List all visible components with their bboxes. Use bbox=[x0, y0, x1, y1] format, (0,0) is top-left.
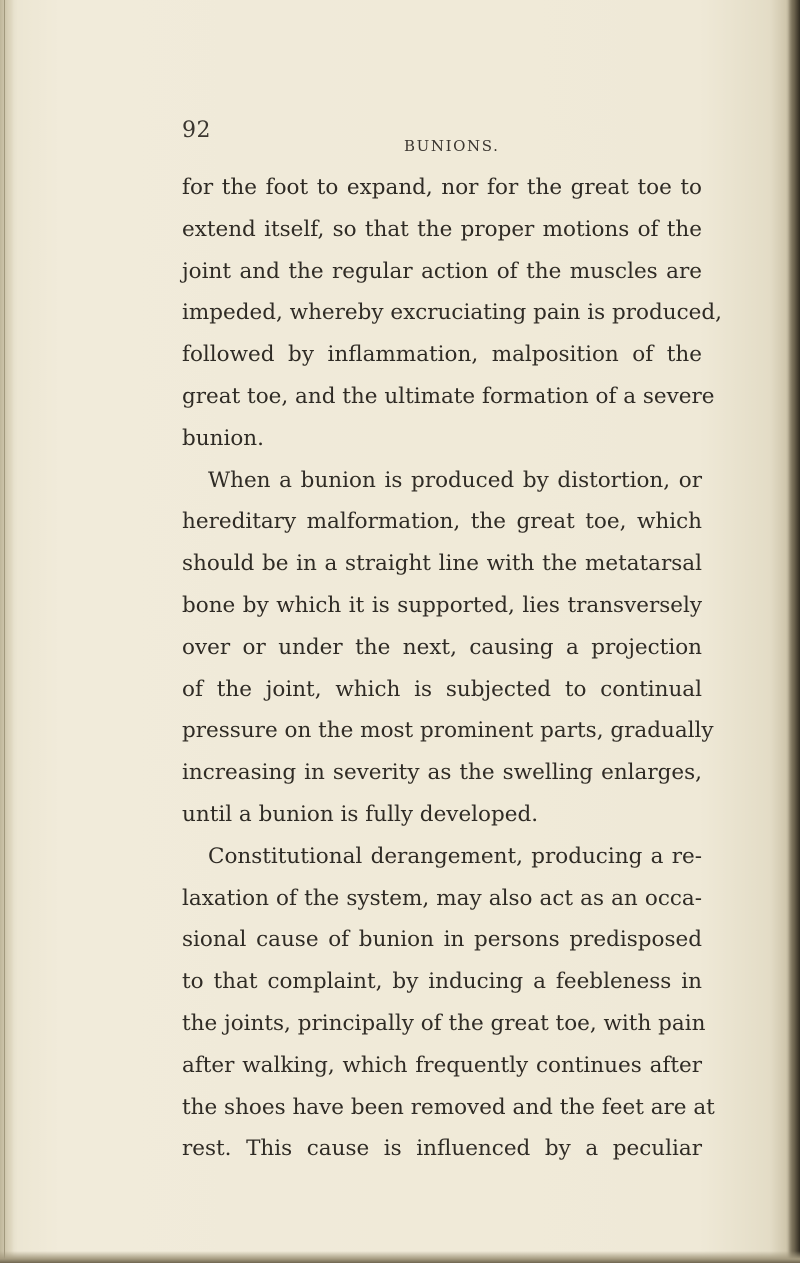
text-line: increasing in severity as the swelling enlarges, bbox=[182, 760, 702, 786]
text-line: to that complaint, by inducing a feebleness in bbox=[182, 969, 702, 995]
text-line: pressure on the most prominent parts, gradually bbox=[182, 718, 714, 744]
text-line: sional cause of bunion in persons predisposed bbox=[182, 927, 702, 953]
text-line: bunion. bbox=[182, 425, 264, 451]
text-line: rest. This cause is influenced by a peculiar bbox=[182, 1136, 702, 1162]
text-line: Constitutional derangement, producing a re- bbox=[208, 843, 702, 869]
right-edge-shadow bbox=[788, 0, 800, 1263]
text-line: until a bunion is fully developed. bbox=[182, 801, 539, 827]
text-line: the shoes have been removed and the feet are at bbox=[182, 1094, 715, 1120]
text-line: impeded, whereby excruciating pain is produced, bbox=[182, 300, 722, 326]
text-line: for the foot to expand, nor for the great toe to bbox=[182, 175, 702, 200]
running-head: BUNIONS. bbox=[404, 137, 500, 155]
text-line: hereditary malformation, the great toe, which bbox=[182, 509, 702, 535]
left-edge-line bbox=[4, 0, 5, 1263]
text-line: extend itself, so that the proper motions of the bbox=[182, 216, 702, 242]
text-line: joint and the regular action of the muscles are bbox=[182, 258, 702, 284]
page-number: 92 bbox=[182, 118, 211, 143]
text-line: followed by inflammation, malposition of the bbox=[182, 342, 702, 368]
text-line: great toe, and the ultimate formation of a severe bbox=[182, 383, 715, 409]
bottom-edge-shadow bbox=[0, 1251, 800, 1263]
text-line: bone by which it is supported, lies transversely bbox=[182, 592, 702, 618]
text-line: over or under the next, causing a projection bbox=[182, 634, 702, 660]
text-line: laxation of the system, may also act as an occa- bbox=[182, 885, 702, 911]
text-line: When a bunion is produced by distortion, or bbox=[208, 467, 702, 493]
text-line: should be in a straight line with the metatarsal bbox=[182, 551, 702, 577]
body-text bbox=[182, 167, 722, 1170]
text-line: the joints, principally of the great toe, with pain bbox=[182, 1010, 706, 1036]
text-line: after walking, which frequently continues after bbox=[182, 1052, 702, 1078]
text-line: of the joint, which is subjected to continual bbox=[182, 676, 702, 702]
left-binding-shadow bbox=[0, 0, 14, 1263]
